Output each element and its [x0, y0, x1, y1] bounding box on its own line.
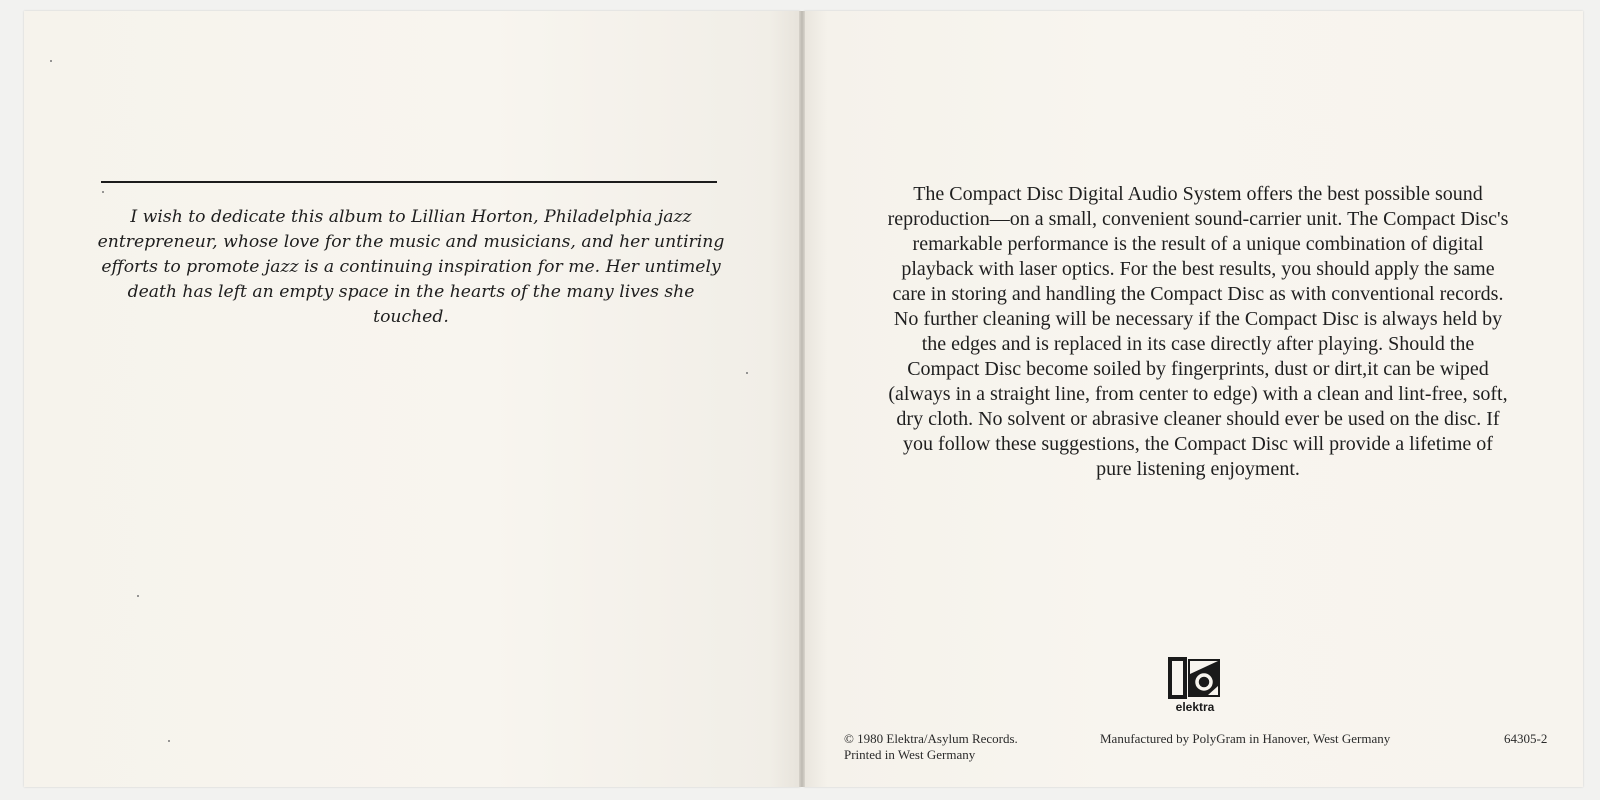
- dedication-text: I wish to dedicate this album to Lillian Horton, Philadelphia jazz entrepreneur, whose love for the music and musicians, and her untiring efforts to promote jazz is a continuing inspiration for me. Her untimely death has left an empty space in the hearts of the many lives she touched.: [97, 207, 725, 327]
- compact-disc-care-notice: The Compact Disc Digital Audio System offers the best possible sound reproduction—on a small, convenient sound-carrier unit. The Compact Disc's remarkable performance is the result of a unique combination of digital playback with laser optics. For the best results, you should apply the same care in storing and handling the Compact Disc as with conventional records. No further cleaning will be necessary if the Compact Disc is always held by the edges and is replaced in its case directly after playing. Should the Compact Disc become soiled by fingerprints, dust or dirt,it can be wiped (always in a straight line, from center to edge) with a clean and lint-free, soft, dry cloth. No solvent or abrasive cleaner should ever be used on the disc. If you follow these suggestions, the Compact Disc will provide a lifetime of pure listening enjoyment.: [887, 183, 1509, 480]
- booklet-spine: [799, 11, 805, 787]
- paper-speck: [137, 595, 139, 597]
- left-page: [24, 11, 800, 787]
- elektra-logo-text: elektra: [1175, 700, 1215, 714]
- dedication-rule: [101, 181, 717, 183]
- catalog-number: 64305-2: [1504, 731, 1548, 746]
- printed-in-line: Printed in West Germany: [844, 747, 976, 762]
- manufacturer-line: Manufactured by PolyGram in Hanover, West Germany: [1100, 731, 1391, 746]
- paper-speck: [102, 191, 104, 193]
- paper-speck: [50, 60, 52, 62]
- paper-speck: [746, 372, 748, 374]
- copyright-line: © 1980 Elektra/Asylum Records.: [844, 731, 1018, 746]
- elektra-logo: [1168, 656, 1222, 716]
- paper-speck: [168, 740, 170, 742]
